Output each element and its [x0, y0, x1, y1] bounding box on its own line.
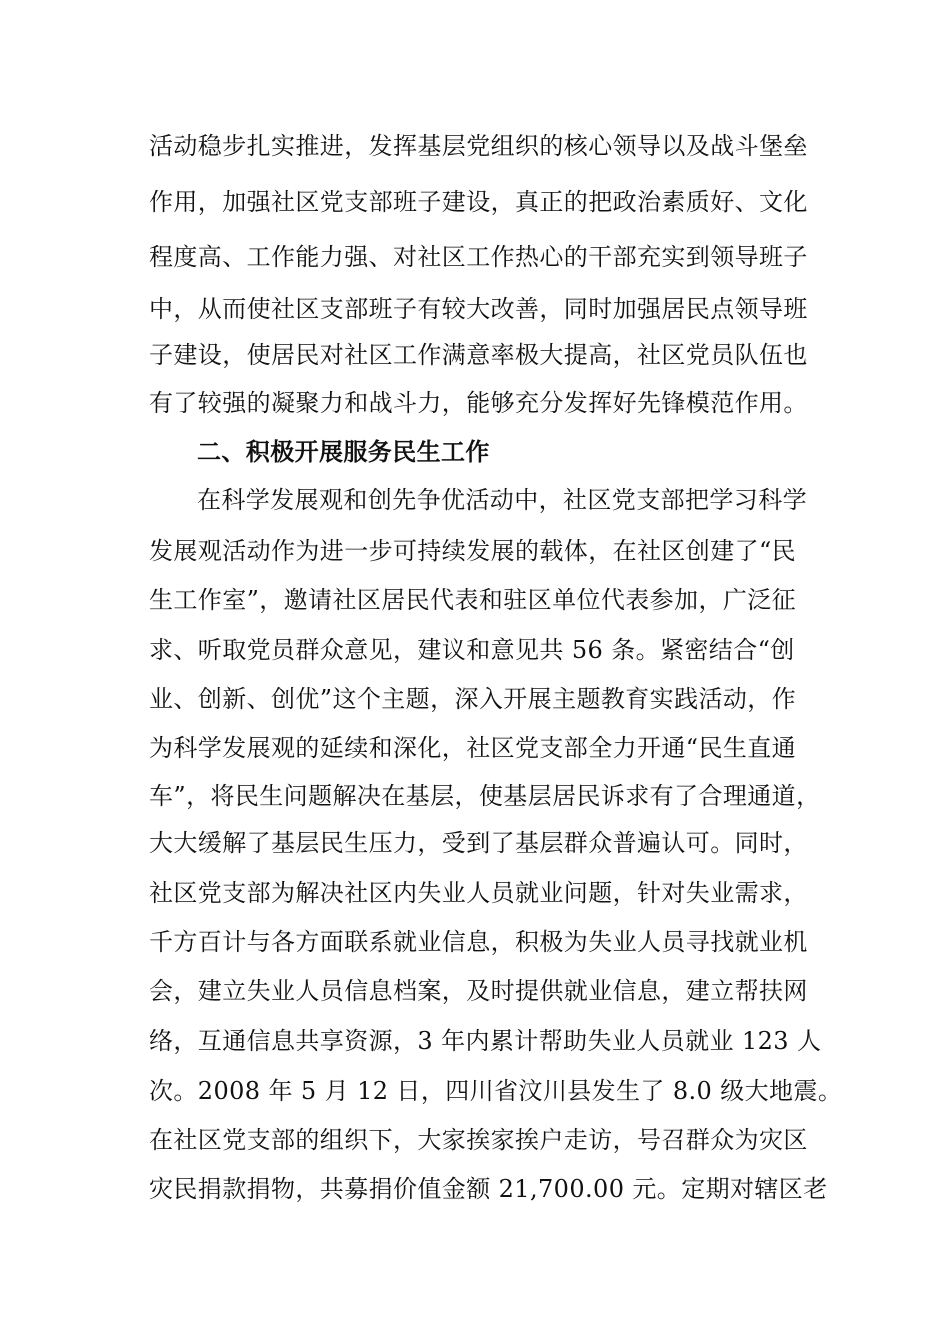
section-heading: 二、积极开展服务民生工作 [197, 438, 490, 466]
text-line: 子建设，使居民对社区工作满意率极大提高，社区党员队伍也 [149, 341, 808, 369]
text-line: 发展观活动作为进一步可持续发展的载体，在社区创建了“民 [149, 537, 797, 565]
text-line: 社区党支部为解决社区内失业人员就业问题，针对失业需求， [149, 879, 808, 907]
text-line: 在科学发展观和创先争优活动中，社区党支部把学习科学 [197, 486, 807, 514]
text-line: 活动稳步扎实推进，发挥基层党组织的核心领导以及战斗堡垒 [149, 132, 808, 160]
text-line: 求、听取党员群众意见，建议和意见共 56 条。紧密结合“创 [149, 636, 795, 664]
text-line: 程度高、工作能力强、对社区工作热心的干部充实到领导班子 [149, 243, 808, 271]
text-line: 络，互通信息共享资源，3 年内累计帮助失业人员就业 123 人 [149, 1027, 822, 1055]
text-line: 次。2008 年 5 月 12 日，四川省汶川县发生了 8.0 级大地震。 [149, 1077, 843, 1105]
text-line: 车”，将民生问题解决在基层，使基层居民诉求有了合理通道， [149, 782, 821, 810]
text-line: 有了较强的凝聚力和战斗力，能够充分发挥好先锋模范作用。 [149, 389, 808, 417]
text-line: 千方百计与各方面联系就业信息，积极为失业人员寻找就业机 [149, 928, 808, 956]
text-line: 生工作室”，邀请社区居民代表和驻区单位代表参加，广泛征 [149, 586, 797, 614]
text-line: 会，建立失业人员信息档案，及时提供就业信息，建立帮扶网 [149, 977, 808, 1005]
text-line: 在社区党支部的组织下，大家挨家挨户走访，号召群众为灾区 [149, 1126, 808, 1154]
text-line: 中，从而使社区支部班子有较大改善，同时加强居民点领导班 [149, 295, 808, 323]
text-line: 业、创新、创优”这个主题，深入开展主题教育实践活动，作 [149, 685, 797, 713]
text-line: 大大缓解了基层民生压力，受到了基层群众普遍认可。同时， [149, 829, 808, 857]
text-line: 灾民捐款捐物，共募捐价值金额 21,700.00 元。定期对辖区老 [149, 1175, 828, 1203]
text-line: 为科学发展观的延续和深化，社区党支部全力开通“民生直通 [149, 734, 797, 762]
text-line: 作用，加强社区党支部班子建设，真正的把政治素质好、文化 [149, 188, 808, 216]
